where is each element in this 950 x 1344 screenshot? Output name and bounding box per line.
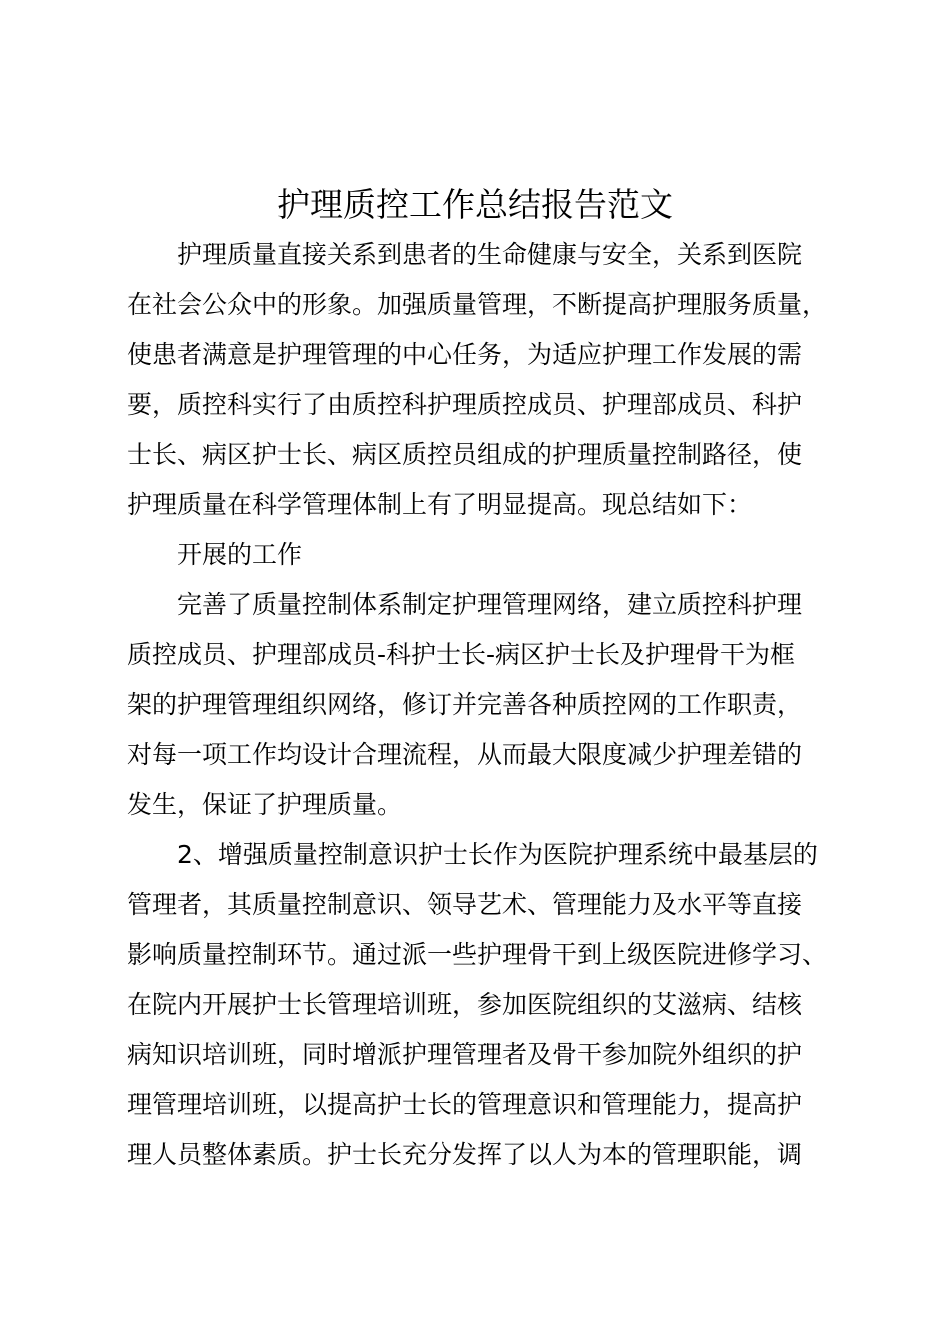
paragraph-line: 架的护理管理组织网络，修订并完善各种质控网的工作职责， xyxy=(127,690,803,719)
paragraph-line: 护理质量直接关系到患者的生命健康与安全，关系到医院 xyxy=(177,240,803,269)
paragraph-line: 护理质量在科学管理体制上有了明显提高。现总结如下： xyxy=(127,490,753,519)
paragraph-line: 要，质控科实行了由质控科护理质控成员、护理部成员、科护 xyxy=(127,390,803,419)
paragraph-line: 在社会公众中的形象。加强质量管理，不断提高护理服务质量， xyxy=(127,290,828,319)
document-title: 护理质控工作总结报告范文 xyxy=(277,185,673,224)
paragraph-line: 质控成员、护理部成员-科护士长-病区护士长及护理骨干为框 xyxy=(127,640,796,669)
paragraph-line: 理管理培训班，以提高护士长的管理意识和管理能力，提高护 xyxy=(127,1090,803,1119)
paragraph-line: 理人员整体素质。护士长充分发挥了以人为本的管理职能，调 xyxy=(127,1140,803,1169)
paragraph-line: 士长、病区护士长、病区质控员组成的护理质量控制路径，使 xyxy=(127,440,803,469)
paragraph-line: 完善了质量控制体系制定护理管理网络，建立质控科护理 xyxy=(177,590,803,619)
paragraph-line: 病知识培训班，同时增派护理管理者及骨干参加院外组织的护 xyxy=(127,1040,803,1069)
paragraph-line: 对每一项工作均设计合理流程，从而最大限度减少护理差错的 xyxy=(127,740,803,769)
paragraph-line: 在院内开展护士长管理培训班，参加医院组织的艾滋病、结核 xyxy=(127,990,803,1019)
paragraph-line: 使患者满意是护理管理的中心任务，为适应护理工作发展的需 xyxy=(127,340,803,369)
paragraph-line: 2、增强质量控制意识护士长作为医院护理系统中最基层的 xyxy=(177,840,818,869)
paragraph-line: 发生，保证了护理质量。 xyxy=(127,790,403,819)
paragraph-line: 影响质量控制环节。通过派一些护理骨干到上级医院进修学习、 xyxy=(127,940,828,969)
paragraph-line: 管理者，其质量控制意识、领导艺术、管理能力及水平等直接 xyxy=(127,890,803,919)
section-heading: 开展的工作 xyxy=(177,540,303,569)
